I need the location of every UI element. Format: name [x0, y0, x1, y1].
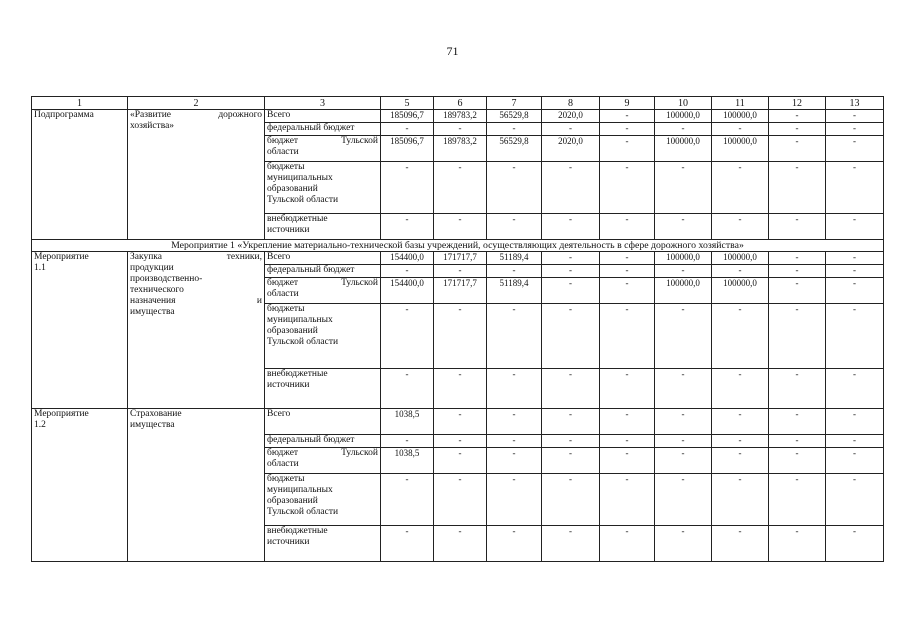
- value-cell: -: [712, 409, 769, 435]
- value-cell: -: [600, 265, 655, 278]
- cell-line: имущества: [130, 420, 175, 430]
- funding-source-cell: [265, 369, 381, 409]
- value-cell: -: [542, 252, 600, 265]
- value-cell: -: [826, 435, 884, 448]
- value-cell: 100000,0: [712, 278, 769, 304]
- value-cell: -: [826, 136, 884, 162]
- value-cell: -: [542, 123, 600, 136]
- value-cell: -: [712, 474, 769, 526]
- value-cell: -: [600, 252, 655, 265]
- value-cell: -: [826, 110, 884, 123]
- table-row: [32, 252, 884, 265]
- value-cell: -: [655, 474, 712, 526]
- value-cell: -: [542, 265, 600, 278]
- value-cell: -: [712, 448, 769, 474]
- value-cell: -: [826, 409, 884, 435]
- cell-line: бюджет Тульской: [267, 136, 378, 146]
- value-cell: -: [487, 123, 542, 136]
- funding-source-cell: [265, 265, 381, 278]
- value-cell: -: [769, 123, 826, 136]
- value-cell: -: [542, 162, 600, 214]
- budget-table: [31, 96, 884, 562]
- value-cell: 51189,4: [487, 252, 542, 265]
- value-cell: -: [769, 162, 826, 214]
- value-cell: -: [487, 265, 542, 278]
- cell-line: образований: [267, 184, 318, 194]
- value-cell: -: [542, 304, 600, 369]
- funding-source-cell: [265, 252, 381, 265]
- cell-line: Всего: [267, 409, 291, 419]
- value-cell: -: [712, 369, 769, 409]
- value-cell: -: [434, 123, 487, 136]
- cell-line: бюджеты: [267, 162, 305, 172]
- cell-line: бюджеты: [267, 304, 305, 314]
- funding-source-cell: [265, 526, 381, 562]
- header-cell: 11: [712, 97, 769, 110]
- cell-line: образований: [267, 496, 318, 506]
- value-cell: -: [487, 526, 542, 562]
- table-row: [32, 110, 884, 123]
- value-cell: -: [826, 448, 884, 474]
- value-cell: -: [434, 369, 487, 409]
- value-cell: -: [542, 214, 600, 240]
- funding-source-cell: [265, 136, 381, 162]
- cell-line: Всего: [267, 110, 291, 120]
- cell-line: хозяйства»: [130, 121, 175, 131]
- value-cell: 100000,0: [712, 252, 769, 265]
- cell-line: внебюджетные: [267, 526, 328, 536]
- value-cell: -: [487, 448, 542, 474]
- value-cell: -: [655, 304, 712, 369]
- value-cell: -: [826, 265, 884, 278]
- funding-source-cell: [265, 304, 381, 369]
- value-cell: -: [769, 369, 826, 409]
- value-cell: -: [434, 265, 487, 278]
- value-cell: -: [769, 304, 826, 369]
- value-cell: 100000,0: [655, 278, 712, 304]
- value-cell: 100000,0: [655, 110, 712, 123]
- value-cell: 171717,7: [434, 252, 487, 265]
- value-cell: -: [712, 162, 769, 214]
- cell-line: образований: [267, 326, 318, 336]
- header-cell: 9: [600, 97, 655, 110]
- item-name-cell: [128, 252, 265, 409]
- value-cell: -: [600, 369, 655, 409]
- value-cell: -: [826, 304, 884, 369]
- value-cell: -: [381, 435, 434, 448]
- item-type-cell: [32, 252, 128, 409]
- header-cell: 1: [32, 97, 128, 110]
- value-cell: 51189,4: [487, 278, 542, 304]
- value-cell: -: [434, 435, 487, 448]
- value-cell: 1038,5: [381, 409, 434, 435]
- event-title: Мероприятие 1 «Укрепление материально-технической базы учреждений, осуществляющих деятельность в сфере дорожного хозяйства»: [32, 240, 884, 252]
- value-cell: -: [655, 369, 712, 409]
- cell-line: технического: [130, 285, 184, 295]
- cell-line: Тульской области: [267, 507, 339, 517]
- value-cell: -: [769, 526, 826, 562]
- value-cell: -: [487, 304, 542, 369]
- value-cell: 171717,7: [434, 278, 487, 304]
- value-cell: -: [712, 435, 769, 448]
- value-cell: 100000,0: [712, 110, 769, 123]
- value-cell: -: [826, 526, 884, 562]
- cell-line: «Развитие дорожного: [130, 110, 262, 120]
- value-cell: -: [826, 369, 884, 409]
- value-cell: -: [769, 409, 826, 435]
- cell-line: бюджет Тульской: [267, 448, 378, 458]
- value-cell: -: [434, 162, 487, 214]
- value-cell: -: [655, 162, 712, 214]
- cell-line: Тульской области: [267, 337, 339, 347]
- value-cell: -: [381, 474, 434, 526]
- funding-source-cell: [265, 162, 381, 214]
- value-cell: -: [381, 526, 434, 562]
- header-cell: 12: [769, 97, 826, 110]
- value-cell: -: [434, 448, 487, 474]
- value-cell: -: [769, 474, 826, 526]
- item-type-cell: [32, 110, 128, 240]
- value-cell: 100000,0: [655, 252, 712, 265]
- cell-line: источники: [267, 225, 310, 235]
- page-number: 71: [446, 44, 459, 58]
- value-cell: -: [769, 214, 826, 240]
- value-cell: -: [434, 304, 487, 369]
- value-cell: -: [542, 526, 600, 562]
- cell-line: 1.1: [34, 263, 46, 273]
- header-cell: 6: [434, 97, 487, 110]
- value-cell: -: [542, 369, 600, 409]
- value-cell: 2020,0: [542, 110, 600, 123]
- value-cell: -: [826, 278, 884, 304]
- cell-line: Подпрограмма: [34, 110, 94, 120]
- value-cell: -: [655, 526, 712, 562]
- value-cell: 2020,0: [542, 136, 600, 162]
- value-cell: -: [487, 435, 542, 448]
- cell-line: внебюджетные: [267, 369, 328, 379]
- value-cell: -: [712, 214, 769, 240]
- value-cell: -: [769, 265, 826, 278]
- value-cell: -: [381, 304, 434, 369]
- value-cell: 100000,0: [712, 136, 769, 162]
- value-cell: -: [600, 409, 655, 435]
- value-cell: -: [381, 214, 434, 240]
- value-cell: -: [826, 252, 884, 265]
- cell-line: источники: [267, 537, 310, 547]
- funding-source-cell: [265, 278, 381, 304]
- value-cell: -: [769, 110, 826, 123]
- item-name-cell: [128, 110, 265, 240]
- funding-source-cell: [265, 123, 381, 136]
- value-cell: -: [655, 265, 712, 278]
- value-cell: -: [600, 435, 655, 448]
- value-cell: -: [826, 214, 884, 240]
- value-cell: -: [600, 136, 655, 162]
- header-cell: 13: [826, 97, 884, 110]
- value-cell: -: [655, 409, 712, 435]
- cell-line: федеральный бюджет: [267, 435, 355, 445]
- value-cell: -: [600, 162, 655, 214]
- cell-line: области: [267, 289, 299, 299]
- value-cell: 100000,0: [655, 136, 712, 162]
- header-row: [32, 97, 884, 110]
- value-cell: -: [655, 214, 712, 240]
- value-cell: 185096,7: [381, 110, 434, 123]
- value-cell: -: [600, 123, 655, 136]
- value-cell: -: [381, 162, 434, 214]
- cell-line: муниципальных: [267, 315, 333, 325]
- value-cell: -: [712, 526, 769, 562]
- funding-source-cell: [265, 448, 381, 474]
- cell-line: Всего: [267, 252, 291, 262]
- cell-line: продукции: [130, 263, 174, 273]
- value-cell: -: [381, 265, 434, 278]
- header-cell: 5: [381, 97, 434, 110]
- value-cell: -: [769, 278, 826, 304]
- value-cell: 189783,2: [434, 136, 487, 162]
- cell-line: назначения и: [130, 296, 262, 306]
- value-cell: -: [769, 435, 826, 448]
- cell-line: производственно-: [130, 274, 203, 284]
- header-cell: 10: [655, 97, 712, 110]
- value-cell: -: [600, 474, 655, 526]
- value-cell: -: [655, 435, 712, 448]
- cell-line: муниципальных: [267, 485, 333, 495]
- value-cell: -: [381, 369, 434, 409]
- cell-line: Тульской области: [267, 195, 339, 205]
- cell-line: области: [267, 459, 299, 469]
- cell-line: муниципальных: [267, 173, 333, 183]
- funding-source-cell: [265, 214, 381, 240]
- value-cell: 1038,5: [381, 448, 434, 474]
- cell-line: 1.2: [34, 420, 46, 430]
- cell-line: имущества: [130, 307, 175, 317]
- value-cell: -: [600, 304, 655, 369]
- cell-line: федеральный бюджет: [267, 123, 355, 133]
- value-cell: -: [826, 123, 884, 136]
- value-cell: -: [826, 474, 884, 526]
- value-cell: -: [600, 526, 655, 562]
- item-type-cell: [32, 409, 128, 562]
- value-cell: -: [769, 448, 826, 474]
- value-cell: -: [600, 278, 655, 304]
- value-cell: -: [434, 214, 487, 240]
- value-cell: 56529,8: [487, 136, 542, 162]
- funding-source-cell: [265, 435, 381, 448]
- cell-line: Мероприятие: [34, 409, 89, 419]
- funding-source-cell: [265, 110, 381, 123]
- value-cell: -: [655, 123, 712, 136]
- cell-line: бюджеты: [267, 474, 305, 484]
- value-cell: -: [542, 278, 600, 304]
- value-cell: -: [655, 448, 712, 474]
- value-cell: -: [826, 162, 884, 214]
- value-cell: -: [487, 369, 542, 409]
- value-cell: 189783,2: [434, 110, 487, 123]
- value-cell: -: [487, 162, 542, 214]
- value-cell: -: [600, 214, 655, 240]
- event-title-row: [32, 240, 884, 252]
- value-cell: -: [769, 136, 826, 162]
- value-cell: -: [542, 435, 600, 448]
- table-row: [32, 409, 884, 435]
- value-cell: -: [487, 409, 542, 435]
- cell-line: федеральный бюджет: [267, 265, 355, 275]
- item-name-cell: [128, 409, 265, 562]
- value-cell: -: [542, 474, 600, 526]
- value-cell: -: [600, 110, 655, 123]
- header-cell: 8: [542, 97, 600, 110]
- funding-source-cell: [265, 409, 381, 435]
- value-cell: -: [487, 214, 542, 240]
- value-cell: -: [712, 123, 769, 136]
- header-cell: 7: [487, 97, 542, 110]
- value-cell: 56529,8: [487, 110, 542, 123]
- value-cell: -: [434, 526, 487, 562]
- value-cell: -: [434, 409, 487, 435]
- funding-source-cell: [265, 474, 381, 526]
- cell-line: бюджет Тульской: [267, 278, 378, 288]
- header-cell: 3: [265, 97, 381, 110]
- value-cell: -: [712, 265, 769, 278]
- value-cell: -: [542, 448, 600, 474]
- cell-line: внебюджетные: [267, 214, 328, 224]
- cell-line: области: [267, 147, 299, 157]
- value-cell: 154400,0: [381, 278, 434, 304]
- cell-line: Мероприятие: [34, 252, 89, 262]
- value-cell: -: [542, 409, 600, 435]
- cell-line: Закупка техники,: [130, 252, 262, 262]
- value-cell: -: [434, 474, 487, 526]
- value-cell: -: [381, 123, 434, 136]
- value-cell: 154400,0: [381, 252, 434, 265]
- value-cell: -: [487, 474, 542, 526]
- value-cell: 185096,7: [381, 136, 434, 162]
- cell-line: источники: [267, 380, 310, 390]
- value-cell: -: [712, 304, 769, 369]
- cell-line: Страхование: [130, 409, 182, 419]
- value-cell: -: [769, 252, 826, 265]
- value-cell: -: [600, 448, 655, 474]
- header-cell: 2: [128, 97, 265, 110]
